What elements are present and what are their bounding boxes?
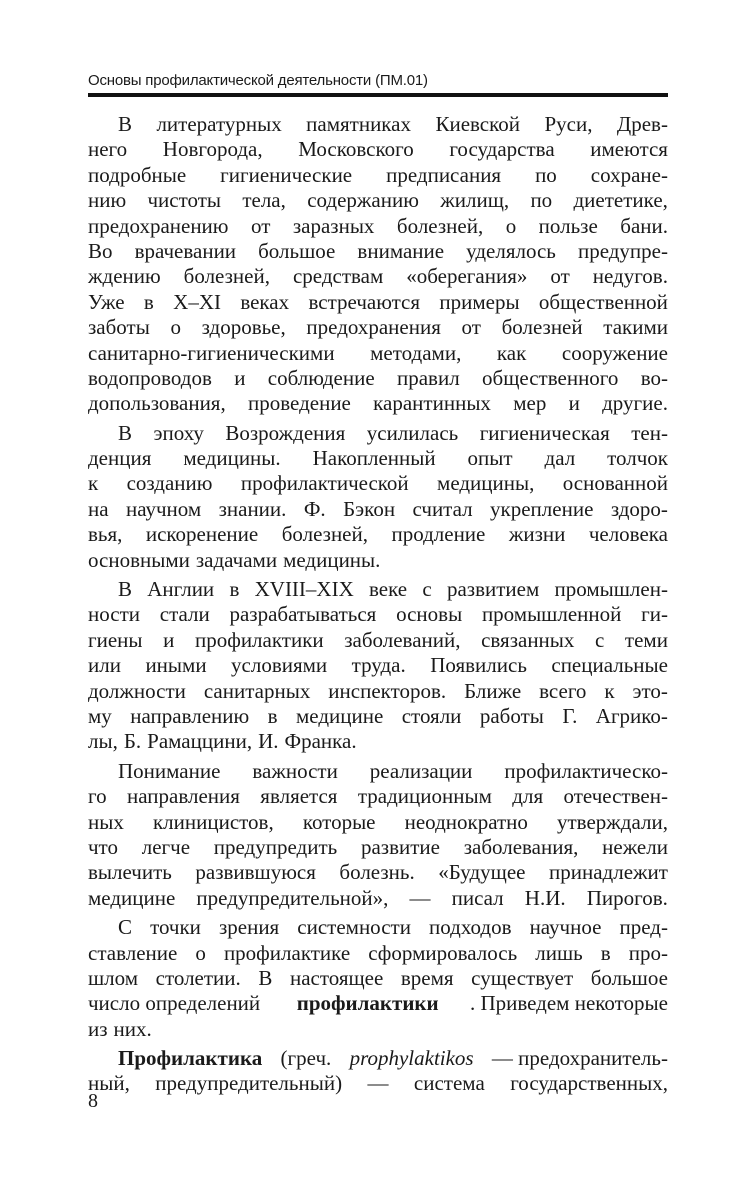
body-text xyxy=(88,112,668,1097)
text-line: из них. xyxy=(88,1016,152,1041)
text-line: него Новгорода, Московского государства имеются xyxy=(88,137,668,162)
text-line: С точки зрения системности подходов научное пред- xyxy=(118,915,668,940)
text-line: что легче предупредить развитие заболевания, нежели xyxy=(88,834,668,859)
text-line: лы, Б. Рамаццини, И. Франка. xyxy=(88,729,357,754)
text-line: Уже в X–XI веках встречаются примеры общественной xyxy=(88,289,668,314)
text-line: Во врачевании большое внимание уделялось предупре- xyxy=(88,238,668,263)
text-line: денция медицины. Накопленный опыт дал толчок xyxy=(88,446,668,471)
text-segment: число определений xyxy=(88,991,266,1016)
text-line: го направления является традиционным для отечествен- xyxy=(88,784,668,809)
paragraph-1 xyxy=(88,112,668,417)
text-line: вылечить развившуюся болезнь. «Будущее принадлежит xyxy=(88,860,668,885)
paragraph-3 xyxy=(88,577,668,755)
paragraph-2 xyxy=(88,420,668,573)
header-rule xyxy=(88,93,668,97)
paragraph-5 xyxy=(88,915,668,1042)
text-line: должности санитарных инспекторов. Ближе всего к это- xyxy=(88,678,668,703)
text-line: гиены и профилактики заболеваний, связанных с теми xyxy=(88,627,668,652)
text-line: водопроводов и соблюдение правил общественного во- xyxy=(88,365,668,390)
text-line: основными задачами медицины. xyxy=(88,547,381,572)
text-line: санитарно-гигиеническими методами, как сооружение xyxy=(88,340,668,365)
paragraph-6 xyxy=(88,1046,668,1097)
text-line: В Англии в XVIII–XIX веке с развитием промышлен- xyxy=(118,577,668,602)
text-line: к созданию профилактической медицины, основанной xyxy=(88,471,668,496)
text-line: ный, предупредительный) — система государственных, xyxy=(88,1071,668,1096)
paragraph-4 xyxy=(88,758,668,911)
text-line: или иными условиями труда. Появились специальные xyxy=(88,653,668,678)
term-bold: профилактики xyxy=(296,991,439,1016)
text-line: ставление о профилактике сформировалось лишь в про- xyxy=(88,940,668,965)
text-line: ности стали разрабатываться основы промышленной ги- xyxy=(88,602,668,627)
text-line: подробные гигиенические предписания по сохране- xyxy=(88,162,668,187)
term-bold: Профилактика xyxy=(118,1046,263,1071)
page-number: 8 xyxy=(88,1090,98,1112)
text-segment: . Приведем некоторые xyxy=(469,991,668,1016)
text-segment: — предохранитель- xyxy=(486,1046,668,1071)
text-line xyxy=(118,1046,668,1071)
running-header: Основы профилактической деятельности (ПМ.01) xyxy=(88,72,428,89)
text-line: ждению болезней, средствам «оберегания» от недугов. xyxy=(88,264,668,289)
text-line: медицине предупредительной», — писал Н.И. Пирогов. xyxy=(88,885,668,910)
text-line: му направлению в медицине стояли работы Г. Агрико- xyxy=(88,703,668,728)
text-line: шлом столетии. В настоящее время существует большое xyxy=(88,965,668,990)
text-line: заботы о здоровье, предохранения от болезней такими xyxy=(88,315,668,340)
text-line: Понимание важности реализации профилактическо- xyxy=(118,758,668,783)
text-line xyxy=(88,991,668,1016)
text-line: вья, искоренение болезней, продление жизни человека xyxy=(88,522,668,547)
text-line: допользования, проведение карантинных мер и другие. xyxy=(88,391,668,416)
text-line: на научном знании. Ф. Бэкон считал укрепление здоро- xyxy=(88,496,668,521)
term-italic: prophylaktikos xyxy=(349,1046,474,1071)
text-line: нию чистоты тела, содержанию жилищ, по диететике, xyxy=(88,188,668,213)
text-line: предохранению от заразных болезней, о пользе бани. xyxy=(88,213,668,238)
text-line: В литературных памятниках Киевской Руси, Древ- xyxy=(118,112,668,136)
text-line: В эпоху Возрождения усилилась гигиеническая тен- xyxy=(118,420,668,445)
text-segment: (греч. xyxy=(275,1046,337,1071)
text-line: ных клиницистов, которые неоднократно утверждали, xyxy=(88,809,668,834)
